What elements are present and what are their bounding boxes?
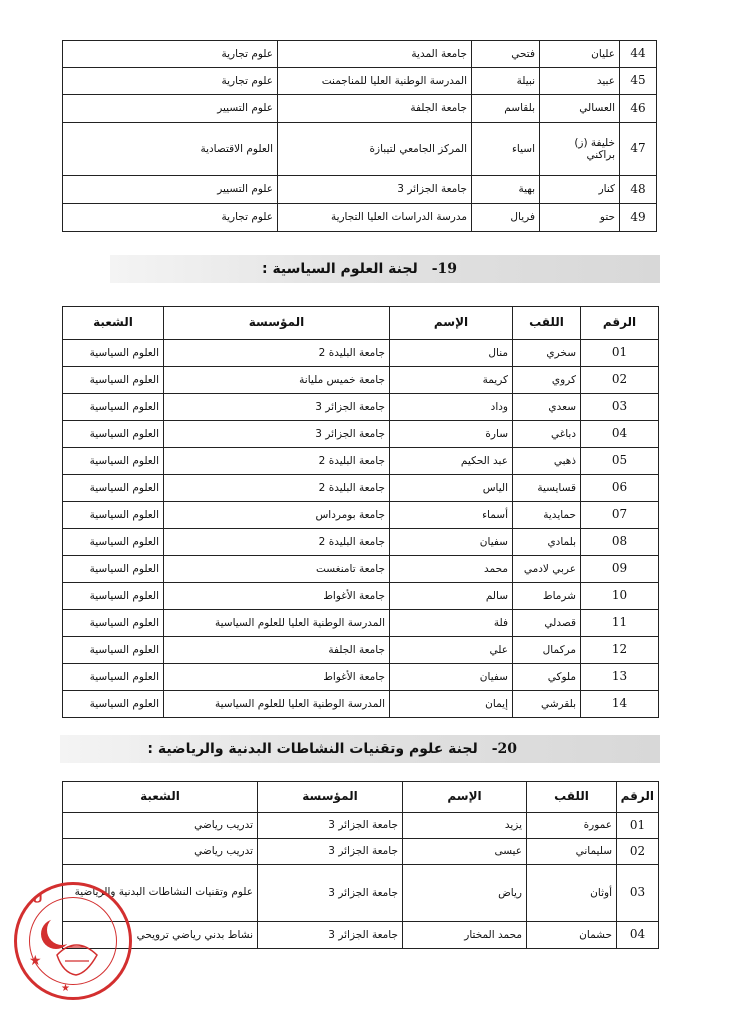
row-branch: علوم وتقنيات النشاطات البدنية والرياضية [63, 865, 258, 922]
row-branch: علوم تجارية [63, 204, 278, 232]
table-row [63, 502, 659, 529]
table-section20 [62, 781, 659, 949]
row-number: 47 [620, 123, 657, 176]
header-branch: الشعبة [63, 782, 258, 813]
row-branch: علوم التسيير [63, 95, 278, 123]
row-firstname: منال [390, 340, 513, 367]
row-branch: العلوم السياسية [63, 637, 164, 664]
row-firstname: عيسى [403, 839, 527, 865]
table-row [63, 95, 657, 123]
row-institution: جامعة الجزائر 3 [164, 394, 390, 421]
row-firstname: بهية [472, 176, 540, 204]
row-number: 45 [620, 68, 657, 95]
row-number: 01 [581, 340, 659, 367]
row-lastname: قصدلي [513, 610, 581, 637]
row-number: 14 [581, 691, 659, 718]
table-row [63, 123, 657, 176]
table-row [63, 176, 657, 204]
row-number: 44 [620, 41, 657, 68]
row-number: 48 [620, 176, 657, 204]
row-number: 04 [617, 922, 659, 949]
table-row [63, 394, 659, 421]
row-branch: العلوم السياسية [63, 421, 164, 448]
row-institution: جامعة البليدة 2 [164, 448, 390, 475]
row-institution: المدرسة الوطنية العليا للعلوم السياسية [164, 610, 390, 637]
header-firstname: الإسم [390, 307, 513, 340]
header-institution: المؤسسة [258, 782, 403, 813]
header-lastname: اللقب [513, 307, 581, 340]
row-number: 03 [617, 865, 659, 922]
row-firstname: بلقاسم [472, 95, 540, 123]
row-lastname: ملوكي [513, 664, 581, 691]
row-institution: جامعة البليدة 2 [164, 340, 390, 367]
row-institution: جامعة الجزائر 3 [258, 813, 403, 839]
row-branch: تدريب رياضي [63, 813, 258, 839]
row-branch: العلوم السياسية [63, 664, 164, 691]
row-firstname: وداد [390, 394, 513, 421]
row-branch: العلوم السياسية [63, 340, 164, 367]
row-branch: العلوم الاقتصادية [63, 123, 278, 176]
row-lastname: العسالي [540, 95, 620, 123]
row-firstname: سفيان [390, 664, 513, 691]
section20-heading [147, 741, 517, 757]
table-row [63, 41, 657, 68]
table-row [63, 529, 659, 556]
row-institution: المدرسة الوطنية العليا للعلوم السياسية [164, 691, 390, 718]
row-branch: العلوم السياسية [63, 367, 164, 394]
table-row [63, 367, 659, 394]
row-firstname: فريال [472, 204, 540, 232]
row-institution: مدرسة الدراسات العليا التجارية [278, 204, 472, 232]
stamp-emblem-shape [57, 945, 97, 975]
row-branch: العلوم السياسية [63, 583, 164, 610]
row-lastname: سعدي [513, 394, 581, 421]
table-row [63, 922, 659, 949]
row-number: 07 [581, 502, 659, 529]
row-firstname: سارة [390, 421, 513, 448]
row-institution: جامعة تامنغست [164, 556, 390, 583]
row-institution: جامعة الأغواط [164, 664, 390, 691]
row-lastname: عليان [540, 41, 620, 68]
row-lastname: بلقرشي [513, 691, 581, 718]
row-institution: جامعة الجلفة [164, 637, 390, 664]
crescent-icon [47, 915, 77, 945]
section19-title: لجنة العلوم السياسية : [261, 261, 418, 277]
table-header-row [63, 307, 659, 340]
row-branch: العلوم السياسية [63, 475, 164, 502]
row-institution: جامعة الجزائر 3 [164, 421, 390, 448]
table-row [63, 204, 657, 232]
row-institution: جامعة الجزائر 3 [258, 922, 403, 949]
row-institution: المدرسة الوطنية العليا للمناجمنت [278, 68, 472, 95]
table-row [63, 421, 659, 448]
table-row [63, 610, 659, 637]
row-lastname: حشمان [527, 922, 617, 949]
row-branch: العلوم السياسية [63, 610, 164, 637]
row-lastname: أوثان [527, 865, 617, 922]
header-lastname: اللقب [527, 782, 617, 813]
row-number: 09 [581, 556, 659, 583]
row-branch: نشاط بدني رياضي ترويحي [63, 922, 258, 949]
row-lastname: عربي لادمي [513, 556, 581, 583]
row-lastname: سخري [513, 340, 581, 367]
row-institution: المركز الجامعي لتيبازة [278, 123, 472, 176]
row-lastname: حتو [540, 204, 620, 232]
section19-heading [262, 261, 457, 277]
row-lastname: خليفة (ز) براكني [540, 123, 620, 176]
row-number: 08 [581, 529, 659, 556]
row-lastname: كروي [513, 367, 581, 394]
star-icon: ★ [29, 953, 42, 969]
row-institution: جامعة الجزائر 3 [258, 839, 403, 865]
stamp-emblem-lines [65, 947, 89, 961]
row-branch: العلوم السياسية [63, 691, 164, 718]
row-branch: العلوم السياسية [63, 556, 164, 583]
star-icon: ★ [61, 983, 70, 994]
row-firstname: اسياء [472, 123, 540, 176]
row-institution: جامعة البليدة 2 [164, 475, 390, 502]
row-lastname: بلمادي [513, 529, 581, 556]
row-number: 10 [581, 583, 659, 610]
row-number: 13 [581, 664, 659, 691]
table-header-row [63, 782, 659, 813]
row-lastname: عبيد [540, 68, 620, 95]
header-institution: المؤسسة [164, 307, 390, 340]
row-number: 49 [620, 204, 657, 232]
row-firstname: الياس [390, 475, 513, 502]
row-number: 02 [617, 839, 659, 865]
row-lastname: دباغي [513, 421, 581, 448]
row-number: 04 [581, 421, 659, 448]
table-row [63, 813, 659, 839]
row-lastname: عمورة [527, 813, 617, 839]
row-number: 46 [620, 95, 657, 123]
table-row [63, 865, 659, 922]
row-branch: تدريب رياضي [63, 839, 258, 865]
header-branch: الشعبة [63, 307, 164, 340]
row-branch: العلوم السياسية [63, 448, 164, 475]
row-firstname: نبيلة [472, 68, 540, 95]
row-institution: جامعة المدية [278, 41, 472, 68]
row-lastname: مركمال [513, 637, 581, 664]
table-section18-continuation [62, 40, 657, 232]
official-stamp [14, 882, 132, 1000]
table-row [63, 691, 659, 718]
table-row [63, 68, 657, 95]
table-row [63, 637, 659, 664]
row-lastname: حمايدية [513, 502, 581, 529]
row-firstname: سفيان [390, 529, 513, 556]
table-row [63, 583, 659, 610]
table-row [63, 340, 659, 367]
row-institution: جامعة الجزائر 3 [258, 865, 403, 922]
row-branch: علوم تجارية [63, 41, 278, 68]
row-institution: جامعة بومرداس [164, 502, 390, 529]
section19-number: 19- [431, 261, 457, 277]
row-firstname: فلة [390, 610, 513, 637]
row-institution: جامعة خميس مليانة [164, 367, 390, 394]
row-firstname: سالم [390, 583, 513, 610]
table-section19 [62, 306, 659, 718]
row-lastname: قسايسية [513, 475, 581, 502]
table-row [63, 448, 659, 475]
header-number: الرقم [581, 307, 659, 340]
section20-title: لجنة علوم وتقنيات النشاطات البدنية والرياضية : [147, 741, 478, 757]
table-row [63, 556, 659, 583]
row-firstname: عبد الحكيم [390, 448, 513, 475]
row-firstname: أسماء [390, 502, 513, 529]
row-number: 12 [581, 637, 659, 664]
row-firstname: إيمان [390, 691, 513, 718]
row-lastname: كنار [540, 176, 620, 204]
row-number: 05 [581, 448, 659, 475]
row-number: 01 [617, 813, 659, 839]
row-firstname: رياض [403, 865, 527, 922]
table-row [63, 839, 659, 865]
row-number: 03 [581, 394, 659, 421]
stamp-mark: ل [33, 891, 43, 904]
row-number: 02 [581, 367, 659, 394]
row-lastname: سليماني [527, 839, 617, 865]
row-firstname: فتحي [472, 41, 540, 68]
row-lastname: ذهبي [513, 448, 581, 475]
row-institution: جامعة البليدة 2 [164, 529, 390, 556]
table-row [63, 475, 659, 502]
section20-number: 20- [491, 741, 517, 757]
row-institution: جامعة الأغواط [164, 583, 390, 610]
header-firstname: الإسم [403, 782, 527, 813]
row-branch: علوم التسيير [63, 176, 278, 204]
row-number: 11 [581, 610, 659, 637]
header-number: الرقم [617, 782, 659, 813]
row-firstname: علي [390, 637, 513, 664]
row-branch: العلوم السياسية [63, 529, 164, 556]
row-firstname: يزيد [403, 813, 527, 839]
row-institution: جامعة الجلفة [278, 95, 472, 123]
row-number: 06 [581, 475, 659, 502]
row-lastname: شرماط [513, 583, 581, 610]
row-firstname: محمد المختار [403, 922, 527, 949]
table-row [63, 664, 659, 691]
row-firstname: محمد [390, 556, 513, 583]
row-institution: جامعة الجزائر 3 [278, 176, 472, 204]
row-branch: العلوم السياسية [63, 394, 164, 421]
row-firstname: كريمة [390, 367, 513, 394]
row-branch: علوم تجارية [63, 68, 278, 95]
row-branch: العلوم السياسية [63, 502, 164, 529]
